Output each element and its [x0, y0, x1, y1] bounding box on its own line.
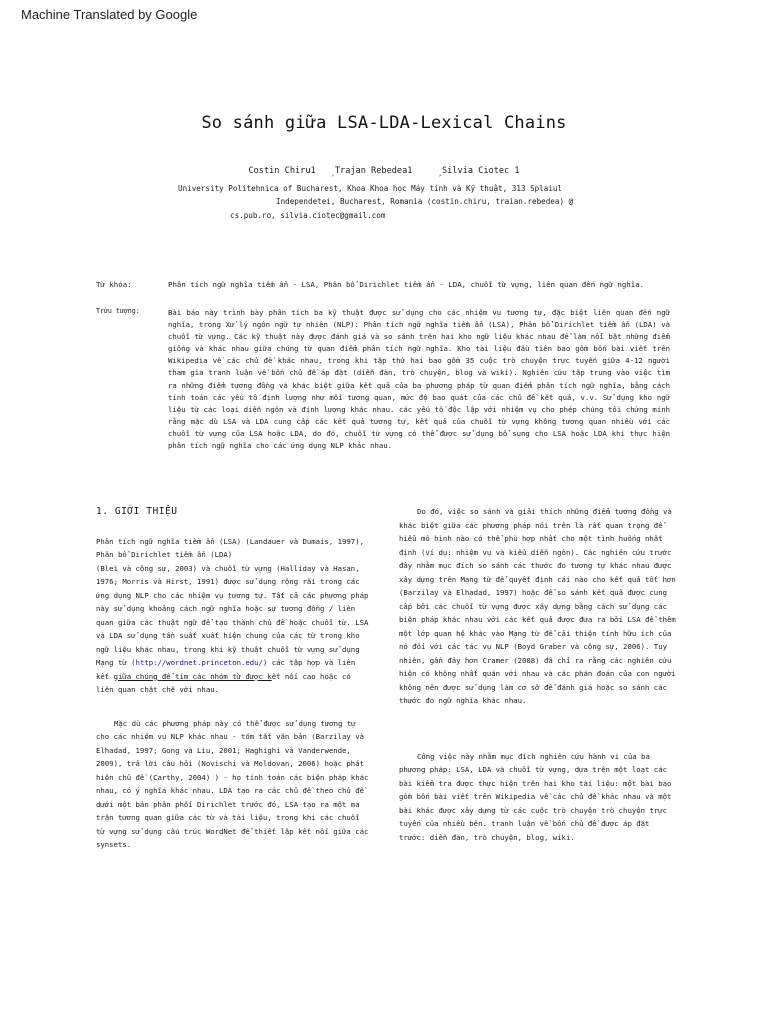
keywords-text: Phân tích ngữ nghĩa tiềm ẩn - LSA, Phân bổ Dirichlet tiềm ẩn - LDA, chuỗi từ vựng, liên quan đến ngữ nghĩa. [168, 280, 645, 289]
body-paragraph: Do đó, việc so sánh và giải thích những điểm tương đồng và khác biệt giữa các phương pháp nói trên là rất quan trọng để hiểu mô hình nào có thể phù hợp nhất cho một tình huống nhất định (ví dụ: nhiệm vụ và kiểu diễn ngôn). Các nghiên cứu trước đây nhằm mục đích so sánh các thước đo tương tự khác nhau được xây dựng trên Mạng từ để quyết định cái nào cho kết quả tốt hơn (Barzilay và Elhadad, 1997) hoặc để so sánh kết quả được cung cấp bởi các chuỗi từ vựng được xây dựng bằng cách sử dụng các biện pháp khác nhau với các kết quả được đưa ra bởi LSA để thêm một lớp quan hệ khác vào Mạng từ để cải thiện tính hữu ích của nó đối với các tác vụ NLP (Boyd Graber và cộng sự, 2006). Tuy nhiên, gần đây hơn Cramer (2008) đã chỉ ra rằng các nghiên cứu hiện có không nhất quán với nhau và các phán đoán của con người không nên được sử dụng làm cơ sở để đánh giá hoặc so sánh các thước đo ngữ nghĩa khác nhau. [399, 507, 676, 705]
affiliation-line: Independetei, Bucharest, Romania (costin.chiru, traian.rebedea) @ [276, 197, 574, 207]
right-column [399, 505, 676, 844]
underlined-text: giữa chúng để tìm các nhóm từ được k [113, 671, 272, 681]
affiliation [178, 182, 618, 222]
body-paragraph-2: Công việc này nhằm mục đích nghiên cứu hành vi của ba phương pháp: LSA, LDA và chuỗi từ vựng, dựa trên một loạt các bài kiểm tra được thực hiện trên hai kho tài liệu: một bài bao gồm bốn bài viết trên Wikipedia về các chủ đề khác nhau và một bài khác được xây dựng từ các cuộc trò chuyện trò chuyện trực tuyến của nhiều bên. tranh luận về bốn chủ đề được áp đặt trước: diễn đàn, trò chuyện, blog, wiki. [399, 751, 672, 842]
left-column [96, 505, 372, 872]
author-separator: , [331, 170, 335, 178]
author-name: Trajan Rebedea1 [334, 166, 413, 176]
paragraph-text: ết nối cao hoặc có liên quan chặt chẽ với nhau. [96, 671, 351, 694]
translation-banner: Machine Translated by Google [21, 7, 198, 22]
intro-paragraph-2: Mặc dù các phương pháp này có thể được sử dụng tương tự cho các nhiệm vụ NLP khác nhau - tóm tắt văn bản (Barzilay và Elhadad, 1997; Gong và Liu, 2001; Haghighi và Vanderwende, 2009), trả lời câu hỏi (Novischi và Moldovan, 2006) hoặc phát hiện chủ đề (Carthy, 2004) ) - họ tính toán các biện pháp khác nhau, có ý nghĩa khác nhau. LDA tạo ra các chủ đề theo chủ đề dưới một bản phân phối Dirichlet trước đó, LSA tạo ra một ma trận tương quan giữa các từ và tài liệu, trong khi các chuỗi từ vựng sử dụng cấu trúc WordNet để thiết lập kết nối giữa các synsets. [96, 718, 369, 849]
paragraph-text: (Blei và cộng sự, 2003) và chuỗi từ vựng (Halliday và Hasan, 1976; Morris và Hirst, 1991) được sử dụng rộng rãi trong các ứng dụng NLP cho các nhiệm vụ tương tự. Tất cả các phương pháp này sử dụng khoảng cách ngữ nghĩa hoặc sự tương đồng / liên quan giữa các thuật ngữ để tạo thành chủ đề hoặc chuỗi từ. LSA và LDA sử dụng tần suất xuất hiện chung của các từ trong kho ngữ liệu khác nhau, trong khi kỹ thuật chuỗi từ vựng sử dụng Mạng từ ( [96, 563, 369, 667]
intro-paragraph [96, 535, 372, 697]
author-list [0, 166, 768, 178]
author-separator: , [438, 170, 442, 178]
section-heading: 1. GIỚI THIỆU [96, 506, 178, 517]
wordnet-link[interactable]: http://wordnet.princeton.edu/ [135, 658, 263, 667]
paper-title: So sánh giữa LSA-LDA-Lexical Chains [201, 113, 567, 133]
keywords-label: Từ khóa: [96, 280, 132, 289]
paragraph-text: ) các tập hợp và liên kết [96, 658, 356, 681]
abstract-text: Bài báo này trình bày phân tích ba kỹ thuật được sử dụng cho các nhiệm vụ tương tự, đặc biệt liên quan đến ngữ nghĩa, trong Xử lý ngôn ngữ tự nhiên (NLP): Phân tích ngữ nghĩa tiềm ẩn (LSA), Phân bổ Dirichlet tiềm ẩn (LDA) và chuỗi từ vựng. Các kỹ thuật này được đánh giá và so sánh trên hai kho ngữ liệu khác nhau để làm nổi bật những điểm giống và khác nhau giữa chúng từ quan điểm phân tích ngữ nghĩa. Kho tài liệu đầu tiên bao gồm bốn bài viết trên Wikipedia về các chủ đề khác nhau, trong khi tập thứ hai bao gồm 35 cuộc trò chuyện trực tuyến giữa 4-12 người tham gia tranh luận về bốn chủ đề áp đặt (diễn đàn, trò chuyện, blog và wiki). Nghiên cứu tập trung vào việc tìm ra những điểm tương đồng và khác biệt giữa kết quả của ba phương pháp từ quan điểm phân tích ngữ nghĩa, bằng cách tính toán các yếu tố định lượng như mối tương quan, mức độ bao quát của các chủ đề kết quả, v.v. Sử dụng kho ngữ liệu từ các loại diễn ngôn và định lượng khác nhau. các yếu tố độc lập với nhiệm vụ cho phép chúng tôi chứng minh rằng mặc dù LSA và LDA cung cấp các kết quả tương tự, kết quả của chuỗi từ vựng không tương quan nhiều với các chuỗi từ vựng của LSA hoặc LDA, do đó, chuỗi từ vựng có thể được sử dụng bổ sung cho LSA hoặc LDA khi thực hiện phân tích ngữ nghĩa cho các ứng dụng NLP khác nhau. [168, 308, 670, 451]
abstract-label: Trừu tượng: [96, 307, 140, 315]
author-name: Costin Chiru1 [248, 166, 316, 176]
affiliation-email: cs.pub.ro, silvia.ciotec@gmail.com [230, 210, 386, 220]
paragraph-text: Phân tích ngữ nghĩa tiềm ẩn (LSA) (Landauer và Dumais, 1997), Phân bổ Dirichlet tiềm ẩn (LDA) [96, 536, 364, 559]
author-name: Silvia Ciotec 1 [441, 166, 520, 176]
affiliation-line: University Politehnica of Bucharest, Khoa Khoa học Máy tính và Kỹ thuật, 313 Splaiul [178, 184, 563, 193]
